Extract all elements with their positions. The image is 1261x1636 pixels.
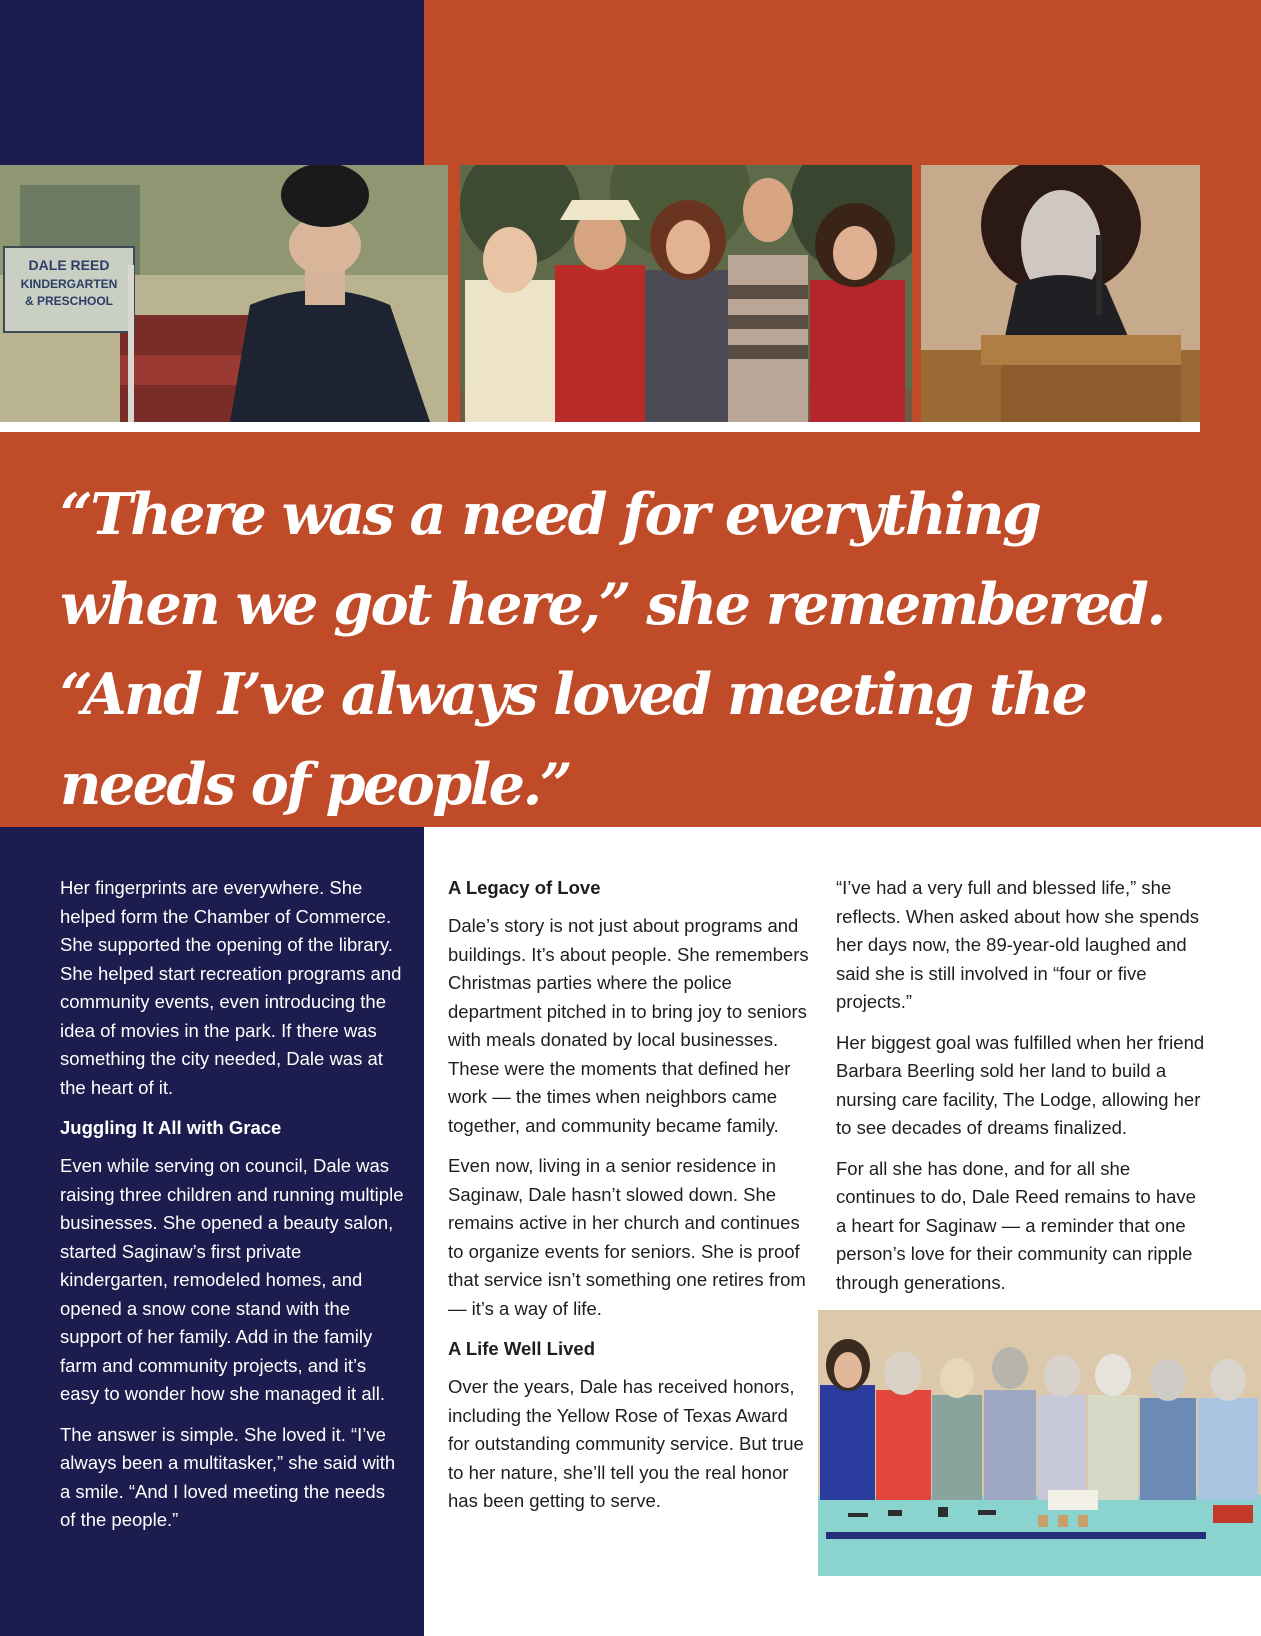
heading-legacy-of-love: A Legacy of Love xyxy=(448,877,601,898)
middle-paragraph-1: Dale’s story is not just about programs and buildings. It’s about people. She remembers Christmas parties where the police department pitched in to bring joy to seniors with meals donated by local businesses. These were the moments that defined her work — the times when neighbors came together, and community became family. xyxy=(448,915,809,1136)
svg-text:KINDERGARTEN: KINDERGARTEN xyxy=(20,277,118,291)
left-paragraph-2: Even while serving on council, Dale was raising three children and running multiple businesses. She opened a beauty salon, started Saginaw’s first private kindergarten, remodeled homes, and opened a snow cone stand with the support of her family. Add in the family farm and community projects, and it’s easy to wonder how she managed it all. xyxy=(60,1155,404,1404)
right-text-column xyxy=(836,874,1211,1309)
kindergarten-sign-text xyxy=(21,257,118,308)
right-paragraph-1: “I’ve had a very full and blessed life,” she reflects. When asked about how she spends her days now, the 89-year-old laughed and said she is still involved in “four or five projects.” xyxy=(836,877,1200,1012)
photo-podium-speaker xyxy=(921,165,1200,422)
svg-text:DALE REED: DALE REED xyxy=(28,257,110,273)
left-paragraph-1: Her fingerprints are everywhere. She helped form the Chamber of Commerce. She supported the opening of the library. She helped start recreation programs and community events, even introducing the idea of movies in the park. If there was something the city needed, Dale was at the heart of it. xyxy=(60,877,402,1098)
middle-text-column xyxy=(448,874,810,1528)
heading-juggling-it-all: Juggling It All with Grace xyxy=(60,1117,282,1138)
middle-paragraph-2: Even now, living in a senior residence in Saginaw, Dale hasn’t slowed down. She remains active in her church and continues to organize events for seniors. She is proof that service isn’t something one retires from — it’s a way of life. xyxy=(448,1155,806,1319)
middle-paragraph-3: Over the years, Dale has received honors, including the Yellow Rose of Texas Award for outstanding community service. But true to her nature, she’ll tell you the real honor has been getting to serve. xyxy=(448,1376,804,1511)
photo-strip-white-border xyxy=(0,422,1200,432)
top-rust-block xyxy=(424,0,1261,165)
right-paragraph-3: For all she has done, and for all she continues to do, Dale Reed remains to have a heart for Saginaw — a reminder that one person’s love for their community can ripple through generations. xyxy=(836,1157,1196,1293)
heading-life-well-lived: A Life Well Lived xyxy=(448,1338,595,1359)
svg-text:& PRESCHOOL: & PRESCHOOL xyxy=(24,294,114,308)
photo-kindergarten-sign xyxy=(0,165,448,422)
photo-family-group xyxy=(460,165,912,422)
left-paragraph-3: The answer is simple. She loved it. “I’ve always been a multitasker,” she said with a smile. “And I loved meeting the needs of the people.” xyxy=(60,1423,396,1530)
top-navy-block xyxy=(0,0,424,165)
pull-quote: “There was a need for everything when we got here,” she remembered. “And I’ve always loved meeting the needs of people.” xyxy=(60,481,1164,818)
photo-group-women xyxy=(818,1310,1261,1576)
right-paragraph-2: Her biggest goal was fulfilled when her friend Barbara Beerling sold her land to build a nursing care facility, The Lodge, allowing her to see decades of dreams finalized. xyxy=(836,1031,1205,1138)
left-text-column xyxy=(60,874,405,1547)
